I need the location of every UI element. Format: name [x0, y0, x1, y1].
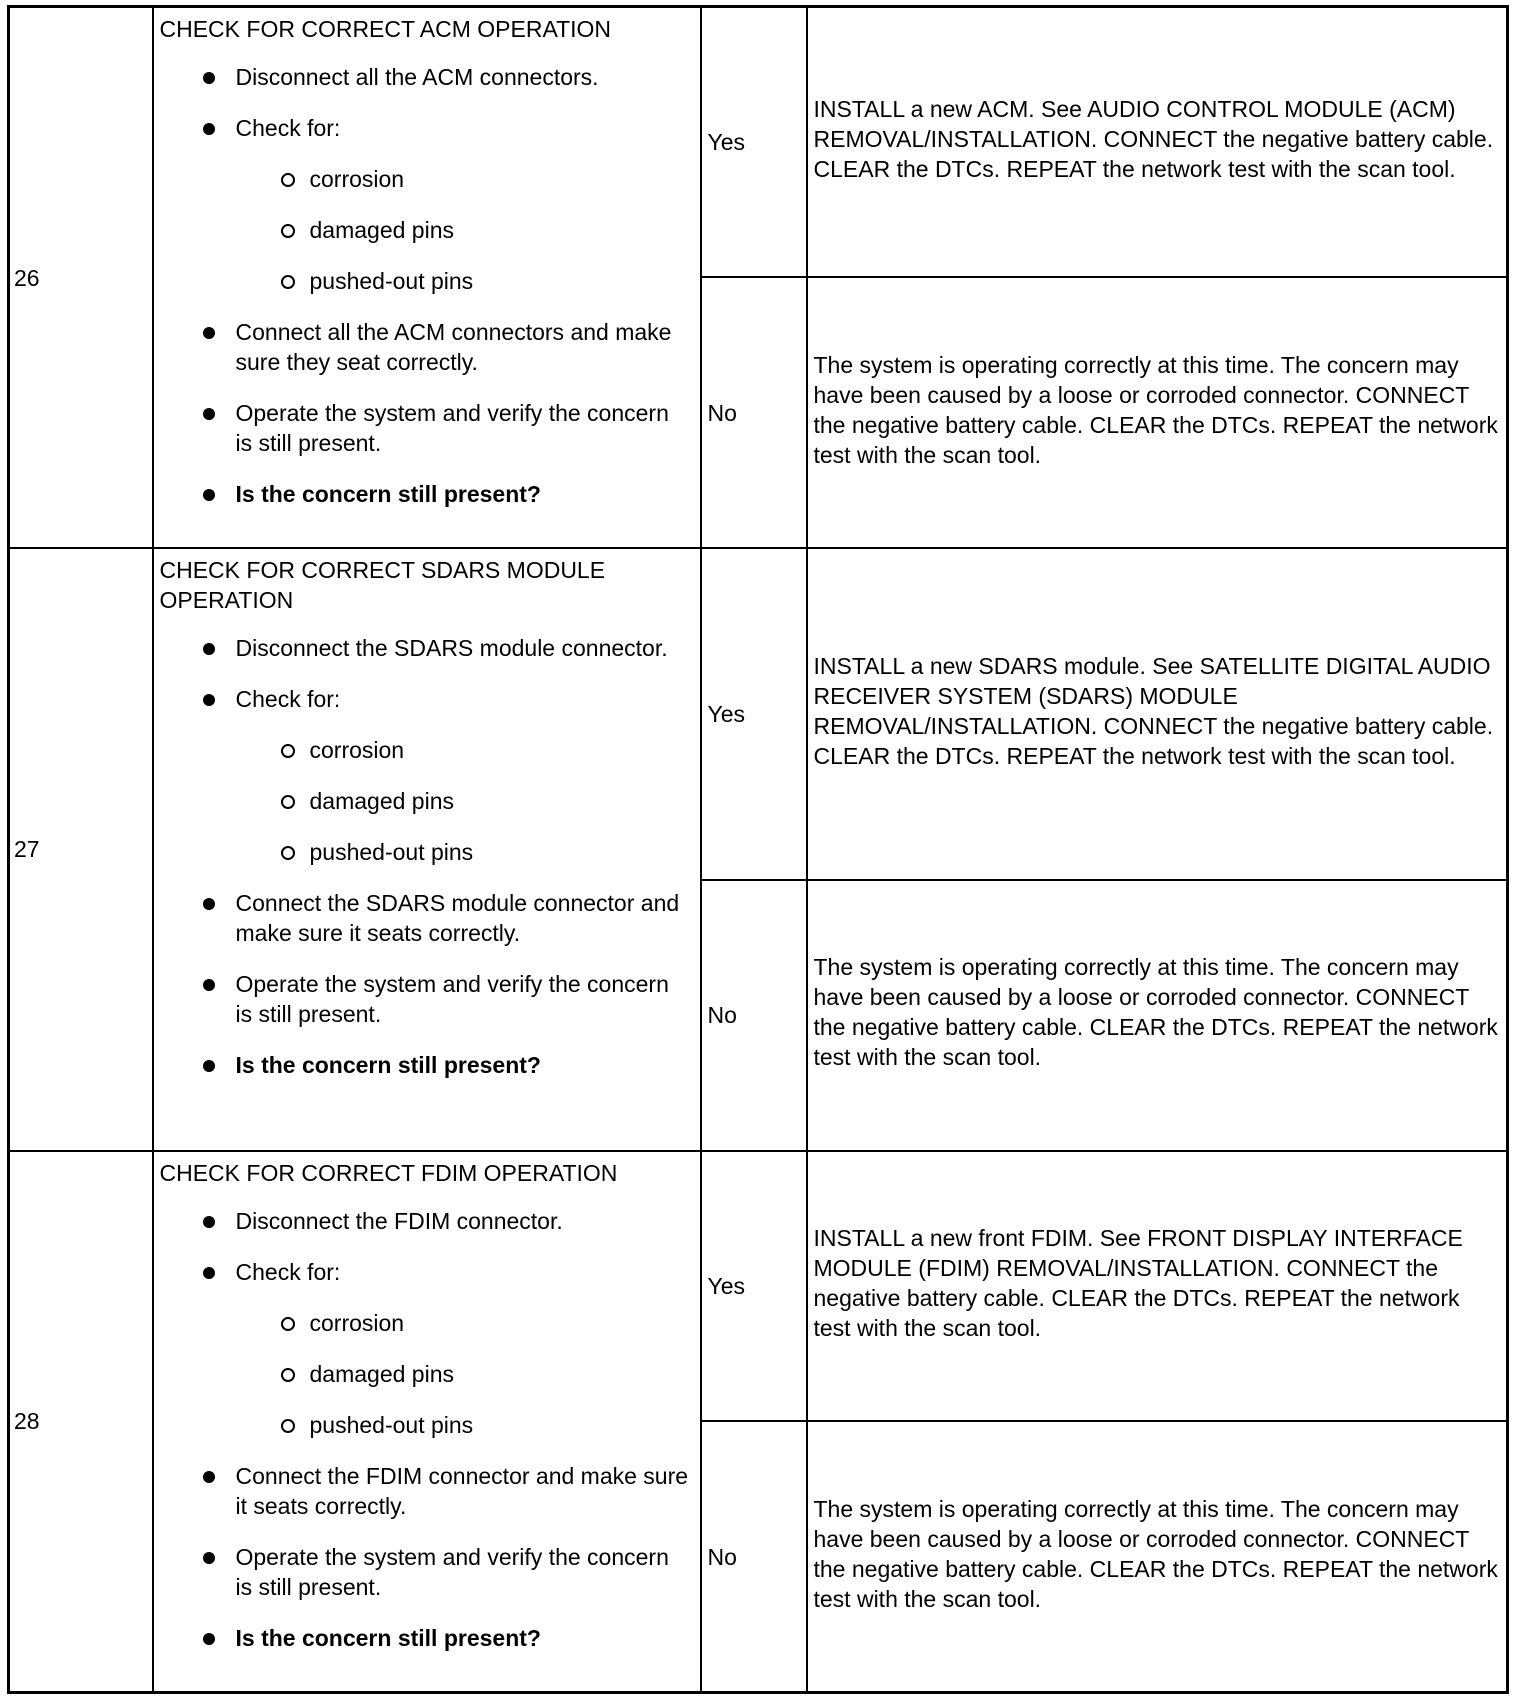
bullet-icon: [203, 1552, 215, 1564]
step-number: 28: [9, 1151, 153, 1693]
bullet-icon: [203, 1267, 215, 1279]
action-list: [160, 1206, 692, 1653]
step-28-yes-row: [9, 1151, 1508, 1422]
step-26-yes-row: [9, 7, 1508, 278]
step-actions: [153, 548, 701, 1150]
action-item: Check for: corrosion damaged pins pushed-out pins: [160, 1257, 692, 1440]
action-list: [160, 633, 692, 1080]
circle-bullet-icon: [281, 1368, 295, 1382]
check-list: [160, 1308, 692, 1440]
check-list: [160, 735, 692, 867]
action-item: Connect the SDARS module connector and make sure it seats correctly.: [160, 888, 692, 948]
no-action: The system is operating correctly at this time. The concern may have been caused by a loose or corroded connector. CONNECT the negative battery cable. CLEAR the DTCs. REPEAT the network test with the scan tool.: [807, 277, 1508, 548]
bullet-icon: [203, 694, 215, 706]
action-item: Disconnect all the ACM connectors.: [160, 62, 692, 92]
circle-bullet-icon: [281, 224, 295, 238]
bullet-icon: [203, 327, 215, 339]
circle-bullet-icon: [281, 795, 295, 809]
action-item: Disconnect the FDIM connector.: [160, 1206, 692, 1236]
check-item: corrosion: [160, 1308, 692, 1338]
action-item: Disconnect the SDARS module connector.: [160, 633, 692, 663]
bullet-icon: [203, 1471, 215, 1483]
result-no: No: [701, 277, 807, 548]
action-item: Check for: corrosion damaged pins pushed-out pins: [160, 113, 692, 296]
circle-bullet-icon: [281, 846, 295, 860]
question-item: Is the concern still present?: [160, 1623, 692, 1653]
action-list: [160, 62, 692, 509]
step-number: 26: [9, 7, 153, 549]
circle-bullet-icon: [281, 275, 295, 289]
circle-bullet-icon: [281, 1317, 295, 1331]
check-item: corrosion: [160, 164, 692, 194]
bullet-icon: [203, 72, 215, 84]
bullet-icon: [203, 979, 215, 991]
result-yes: Yes: [701, 1151, 807, 1422]
question-item: Is the concern still present?: [160, 479, 692, 509]
bullet-icon: [203, 643, 215, 655]
check-item: damaged pins: [160, 786, 692, 816]
check-item: corrosion: [160, 735, 692, 765]
action-item: Operate the system and verify the concern is still present.: [160, 398, 692, 458]
circle-bullet-icon: [281, 744, 295, 758]
circle-bullet-icon: [281, 1419, 295, 1433]
result-yes: Yes: [701, 548, 807, 879]
step-heading: CHECK FOR CORRECT FDIM OPERATION: [159, 1159, 618, 1186]
step-actions: [153, 1151, 701, 1693]
action-item: Check for: corrosion damaged pins pushed-out pins: [160, 684, 692, 867]
yes-action: INSTALL a new SDARS module. See SATELLITE DIGITAL AUDIO RECEIVER SYSTEM (SDARS) MODULE REMOVAL/INSTALLATION. CONNECT the negative battery cable. CLEAR the DTCs. REPEAT the network test with the scan tool.: [807, 548, 1508, 879]
step-actions: [153, 7, 701, 549]
bullet-icon: [203, 1633, 215, 1645]
check-item: pushed-out pins: [160, 1410, 692, 1440]
yes-action: INSTALL a new front FDIM. See FRONT DISPLAY INTERFACE MODULE (FDIM) REMOVAL/INSTALLATION. CONNECT the negative battery cable. CLEAR the DTCs. REPEAT the network test with the scan tool.: [807, 1151, 1508, 1422]
step-heading: CHECK FOR CORRECT ACM OPERATION: [159, 16, 612, 42]
no-action: The system is operating correctly at this time. The concern may have been caused by a loose or corroded connector. CONNECT the negative battery cable. CLEAR the DTCs. REPEAT the network test with the scan tool.: [807, 880, 1508, 1151]
result-yes: Yes: [701, 7, 807, 278]
check-item: pushed-out pins: [160, 266, 692, 296]
step-heading: CHECK FOR CORRECT SDARS MODULE OPERATION: [159, 557, 606, 614]
action-item: Connect the FDIM connector and make sure it seats correctly.: [160, 1461, 692, 1521]
check-item: damaged pins: [160, 215, 692, 245]
bullet-icon: [203, 489, 215, 501]
bullet-icon: [203, 1216, 215, 1228]
result-no: No: [701, 880, 807, 1151]
step-number: 27: [9, 548, 153, 1150]
question-item: Is the concern still present?: [160, 1050, 692, 1080]
yes-action: INSTALL a new ACM. See AUDIO CONTROL MODULE (ACM) REMOVAL/INSTALLATION. CONNECT the negative battery cable. CLEAR the DTCs. REPEAT the network test with the scan tool.: [807, 7, 1508, 278]
bullet-icon: [203, 1060, 215, 1072]
no-action: The system is operating correctly at this time. The concern may have been caused by a loose or corroded connector. CONNECT the negative battery cable. CLEAR the DTCs. REPEAT the network test with the scan tool.: [807, 1421, 1508, 1692]
check-item: pushed-out pins: [160, 837, 692, 867]
check-item: damaged pins: [160, 1359, 692, 1389]
action-item: Connect all the ACM connectors and make sure they seat correctly.: [160, 317, 692, 377]
action-item: Operate the system and verify the concern is still present.: [160, 1542, 692, 1602]
check-list: [160, 164, 692, 296]
bullet-icon: [203, 898, 215, 910]
action-item: Operate the system and verify the concern is still present.: [160, 969, 692, 1029]
circle-bullet-icon: [281, 173, 295, 187]
bullet-icon: [203, 408, 215, 420]
result-no: No: [701, 1421, 807, 1692]
step-27-yes-row: [9, 548, 1508, 879]
bullet-icon: [203, 123, 215, 135]
diagnostic-table: [7, 5, 1509, 1694]
